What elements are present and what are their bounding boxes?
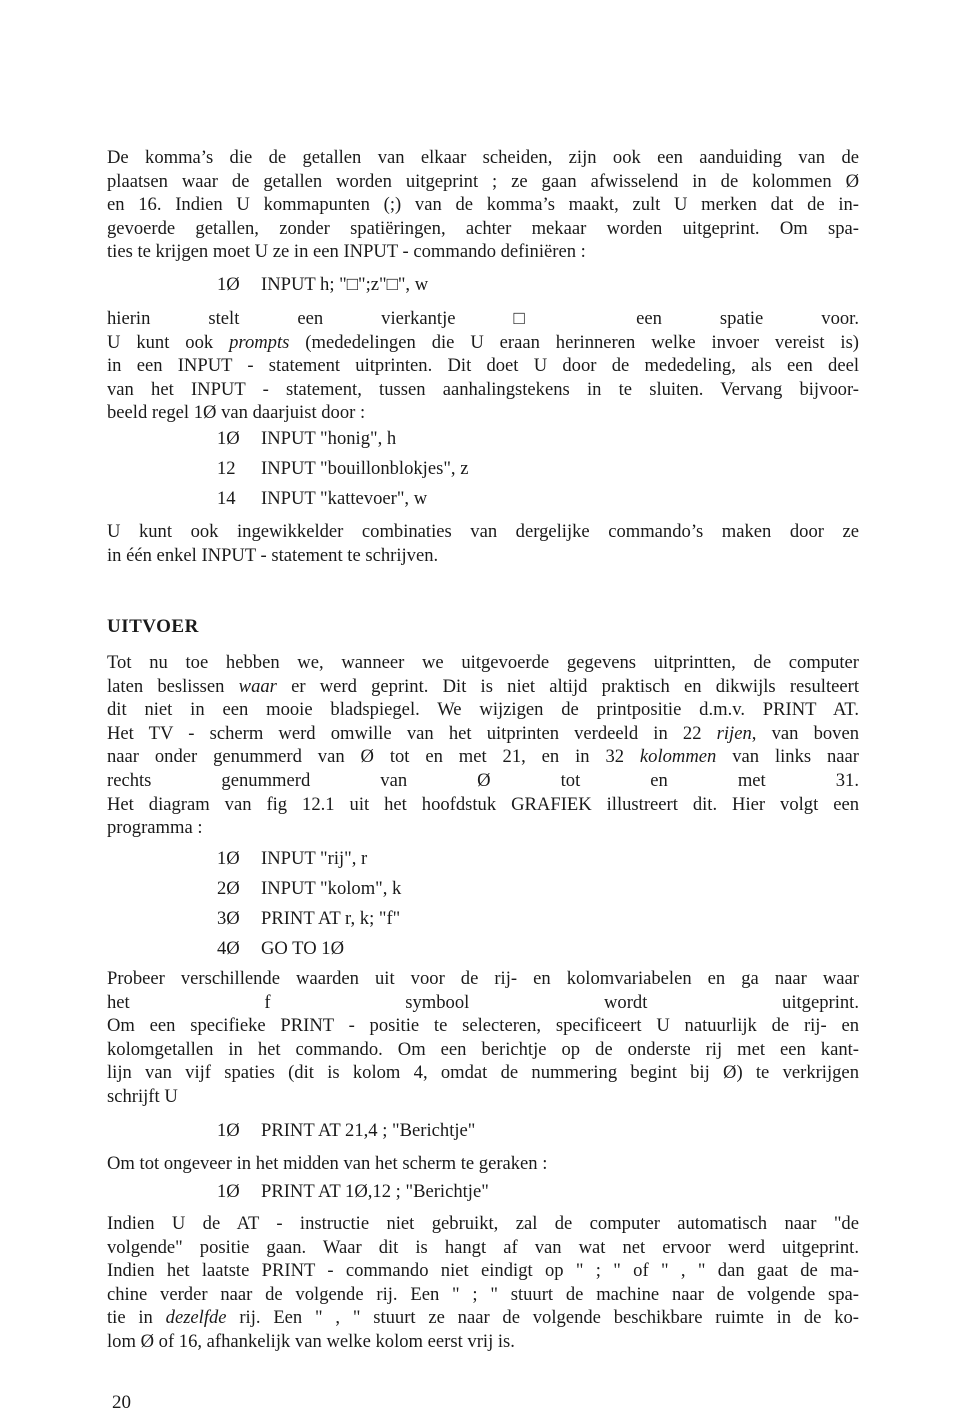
paragraph-comma-separation (107, 146, 859, 264)
code-line (217, 270, 428, 300)
line-number: 2Ø (217, 878, 240, 899)
paragraph-middle-screen (107, 1152, 859, 1176)
text-line: het f symbool wordt uitgeprint. (107, 991, 859, 1013)
text-line: De komma’s die de getallen van elkaar scheiden, zijn ook een aanduiding van de (107, 147, 859, 168)
text-line: Probeer verschillende waarden uit voor de rij- en kolomvariabelen en ga naar waar (107, 968, 859, 989)
paragraph-print-at (107, 651, 859, 840)
text-line: rechts genummerd van Ø tot en met 31. (107, 769, 859, 791)
code-statement: INPUT "rij", r (261, 848, 368, 869)
code-statement: PRINT AT r, k; "f" (261, 908, 401, 929)
paragraph-at-instruction (107, 1212, 859, 1354)
code-input-prompts (217, 424, 468, 514)
text-line: gevoerde getallen, zonder spatiëringen, achter mekaar worden uitgeprint. Om spa- (107, 217, 859, 239)
code-line (217, 1116, 475, 1146)
code-statement: INPUT "kattevoer", w (261, 488, 428, 509)
text-line: Het TV - scherm werd omwille van het uitprinten verdeeld in 22 rijen, van boven (107, 722, 860, 744)
code-statement: INPUT "bouillonblokjes", z (261, 458, 469, 479)
text-line: tie in dezelfde rij. Een " , " stuurt ze naar de volgende beschikbare ruimte in de ko- (107, 1307, 859, 1329)
line-number: 1Ø (217, 274, 240, 295)
code-line (217, 1177, 489, 1207)
text-line: Om tot ongeveer in het midden van het scherm te geraken : (107, 1153, 548, 1174)
paragraph-combinations (107, 520, 859, 567)
code-line (217, 484, 468, 514)
text-line: hierin stelt een vierkantje □ een spatie voor. (107, 308, 859, 329)
page-number: 20 (112, 1392, 131, 1413)
code-statement: PRINT AT 1Ø,12 ; "Berichtje" (261, 1181, 489, 1202)
code-statement: INPUT "kolom", k (261, 878, 402, 899)
line-number: 1Ø (217, 1120, 240, 1141)
section-heading: UITVOER (107, 616, 199, 637)
text-line: lom Ø of 16, afhankelijk van welke kolom eerst vrij is. (107, 1330, 515, 1352)
text-line: in een INPUT - statement uitprinten. Dit doet U door de mededeling, als een deel (107, 355, 859, 377)
text-line: dit niet in een mooie bladspiegel. We wijzigen de printpositie d.m.v. PRINT AT. (107, 699, 859, 721)
code-input-spaces (217, 270, 428, 300)
text-line: Indien het laatste PRINT - commando niet eindigt op " ; " of " , " dan gaat de ma- (107, 1260, 859, 1282)
text-line: beeld regel 1Ø van daarjuist door : (107, 402, 366, 424)
text-line: ties te krijgen moet U ze in een INPUT - commando definiëren : (107, 241, 586, 263)
line-number: 4Ø (217, 938, 240, 959)
text-line: programma : (107, 817, 203, 839)
code-line (217, 424, 468, 454)
code-line (217, 874, 401, 904)
code-statement: GO TO 1Ø (261, 938, 344, 959)
line-number: 12 (217, 458, 236, 479)
line-number: 1Ø (217, 848, 240, 869)
code-line (217, 934, 401, 964)
text-line: chine verder naar de volgende rij. Een " ; " stuurt de machine naar de volgende spa- (107, 1283, 859, 1305)
line-number: 1Ø (217, 1181, 240, 1202)
paragraph-prompts (107, 307, 859, 425)
code-bottom-row (217, 1116, 475, 1146)
text-line: lijn van vijf spaties (dit is kolom 4, omdat de nummering begint bij Ø) te verkrijgen (107, 1062, 859, 1084)
text-line: naar onder genummerd van Ø tot en met 21, en in 32 kolommen van links naar (107, 746, 859, 768)
text-line: Het diagram van fig 12.1 uit het hoofdstuk GRAFIEK illustreert dit. Hier volgt een (107, 793, 859, 815)
text-line: kolomgetallen in het commando. Om een berichtje op de onderste rij met een kant- (107, 1038, 859, 1060)
code-line (217, 904, 401, 934)
paragraph-specific-position (107, 967, 859, 1109)
code-middle-row (217, 1177, 489, 1207)
text-line: U kunt ook ingewikkelder combinaties van dergelijke commando’s maken door ze (107, 521, 859, 542)
text-line: laten beslissen waar er werd geprint. Dit is niet altijd praktisch en dikwijls resulteert (107, 675, 860, 697)
code-line (217, 454, 468, 484)
line-number: 3Ø (217, 908, 240, 929)
text-line: schrijft U (107, 1085, 178, 1107)
code-statement: PRINT AT 21,4 ; "Berichtje" (261, 1120, 476, 1141)
code-line (217, 844, 401, 874)
text-line: Tot nu toe hebben we, wanneer we uitgevoerde gegevens uitprintten, de computer (107, 652, 859, 673)
text-line: Om een specifieke PRINT - positie te selecteren, specificeert U natuurlijk de rij- en (107, 1015, 859, 1037)
text-line: U kunt ook prompts (mededelingen die U eraan herinneren welke invoer vereist is) (107, 331, 859, 353)
line-number: 14 (217, 488, 236, 509)
text-line: en 16. Indien U kommapunten (;) van de komma’s maakt, zult U merken dat de in- (107, 194, 859, 216)
code-print-at-program (217, 844, 401, 964)
line-number: 1Ø (217, 428, 240, 449)
code-statement: INPUT h; "□";z"□", w (261, 274, 429, 295)
text-line: in één enkel INPUT - statement te schrijven. (107, 544, 439, 566)
code-statement: INPUT "honig", h (261, 428, 397, 449)
text-line: Indien U de AT - instructie niet gebruikt, zal de computer automatisch naar "de (107, 1213, 859, 1234)
text-line: volgende" positie gaan. Waar dit is hangt af van wat net ervoor werd uitgeprint. (107, 1236, 859, 1258)
text-line: van het INPUT - statement, tussen aanhalingstekens in te sluiten. Vervang bijvoor- (107, 378, 859, 400)
text-line: plaatsen waar de getallen worden uitgeprint ; ze gaan afwisselend in de kolommen Ø (107, 170, 859, 192)
